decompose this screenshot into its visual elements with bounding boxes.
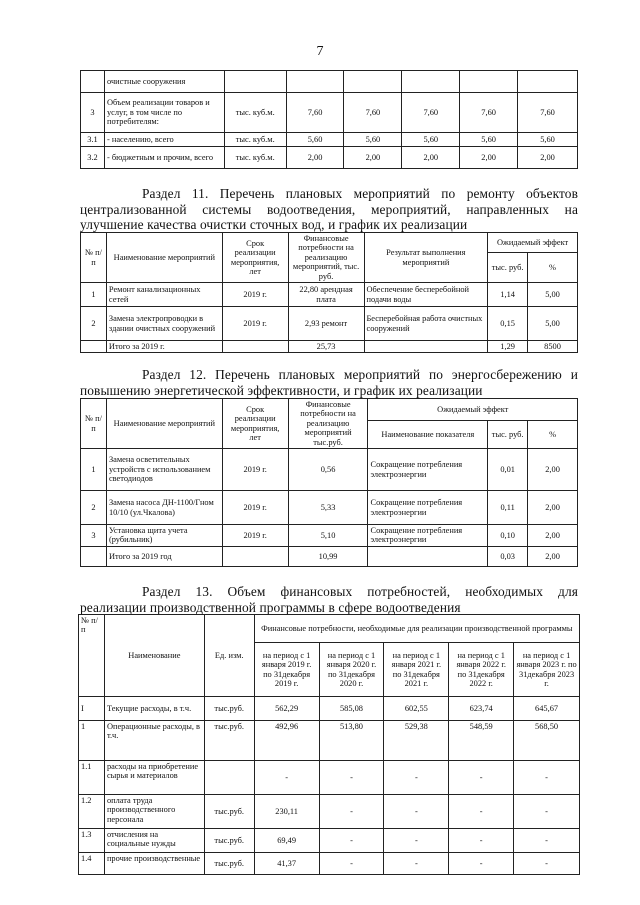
- table-row: 3.2 - бюджетным и прочим, всего тыс. куб.м. 2,00 2,00 2,00 2,00 2,00: [81, 147, 578, 169]
- table-row: 1 Ремонт канализационных сетей 2019 г. 22,80 арендная плата Обеспечение бесперебойной подачи воды 1,14 5,00: [81, 283, 578, 307]
- table-section-12: № п/п Наименование мероприятий Срок реализации мероприятия, лет Финансовые потребности на реализацию мероприятий тыс.руб. Ожидаемый эффект Наименование показателя тыс. руб. % 1 Замена осветительных устройств с использованием светодиодов 2019 г. 0,56 Сокращение потребления электроэнергии 0,01 2,00 2 Замена насоса ДН-1100/Гном 10/10 (ул.Чкалова) 2019 г. 5,33 Сокращение потребления электроэнергии 0,11 2,00 3 Установка щита учета (рубильник) 2019 г. 5,10 Сокращение потребления электроэнергии 0,10 2,00 Итого за 2019 год 10,99 0,03 2,00: [80, 398, 578, 567]
- table-row: очистные сооружения: [81, 71, 578, 93]
- table-row: 1.1 расходы на приобретение сырья и материалов - - - - -: [79, 761, 580, 795]
- table-section-11: № п/п Наименование мероприятий Срок реализации мероприятия, лет Финансовые потребности на реализацию мероприятий, тыс. руб. Результат выполнения мероприятий Ожидаемый эффект тыс. руб. % 1 Ремонт канализационных сетей 2019 г. 22,80 арендная плата Обеспечение бесперебойной подачи воды 1,14 5,00 2 Замена электропроводки в здании очистных сооружений 2019 г. 2,93 ремонт Бесперебойная работа очистных сооружений 0,15 5,00 Итого за 2019 г. 25,73 1,29 8500: [80, 232, 578, 353]
- table-row: 1.2 оплата труда производственного персонала тыс.руб. 230,11 - - - -: [79, 795, 580, 829]
- table-row: 2 Замена насоса ДН-1100/Гном 10/10 (ул.Чкалова) 2019 г. 5,33 Сокращение потребления электроэнергии 0,11 2,00: [81, 491, 578, 525]
- table-row: I Текущие расходы, в т.ч. тыс.руб. 562,29 585,08 602,55 623,74 645,67: [79, 697, 580, 721]
- table-section-13: № п/п Наименование Ед. изм. Финансовые потребности, необходимые для реализации производственной программы на период с 1 января 2019 г. по 31декабря 2019 г. на период с 1 января 2020 г. по 31декабря 2020 г. на период с 1 января 2021 г. по 31декабря 2021 г. на период с 1 января 2022 г. по 31декабря 2022 г. на период с 1 января 2023 г. по 31декабря 2023 г. I Текущие расходы, в т.ч. тыс.руб. 562,29 585,08 602,55 623,74 645,67 1 Операционные расходы, в т.ч. тыс.руб. 492,96 513,80 529,38 548,59 568,50 1.1 расходы на приобретение сырья и материалов - - - - - 1.2 оплата труда производственного персонала тыс.руб. 230,11 - - - - 1.3 отчисления на социальные нужды тыс.руб. 69,49 - - - - 1.4 прочие производственные тыс.руб. 41,37 - - - -: [78, 614, 580, 875]
- table-production-volumes: [80, 70, 578, 169]
- table-row: 1 Операционные расходы, в т.ч. тыс.руб. 492,96 513,80 529,38 548,59 568,50: [79, 721, 580, 761]
- table-row: 2 Замена электропроводки в здании очистных сооружений 2019 г. 2,93 ремонт Бесперебойная работа очистных сооружений 0,15 5,00: [81, 307, 578, 341]
- table-row: 3 Установка щита учета (рубильник) 2019 г. 5,10 Сокращение потребления электроэнергии 0,10 2,00: [81, 525, 578, 547]
- page-number: 7: [316, 44, 324, 59]
- table-row: 1.4 прочие производственные тыс.руб. 41,37 - - - -: [79, 853, 580, 875]
- table-row: 3.1 - населению, всего тыс. куб.м. 5,60 5,60 5,60 5,60 5,60: [81, 133, 578, 147]
- section-13-heading: Раздел 13. Объем финансовых потребностей, необходимых для реализации производственной программы в сфере водоотведения: [80, 584, 578, 615]
- table-total-row: Итого за 2019 год 10,99 0,03 2,00: [81, 546, 578, 566]
- table-row: 1 Замена осветительных устройств с использованием светодиодов 2019 г. 0,56 Сокращение потребления электроэнергии 0,01 2,00: [81, 449, 578, 491]
- table-row: 1.3 отчисления на социальные нужды тыс.руб. 69,49 - - - -: [79, 829, 580, 853]
- table-total-row: Итого за 2019 г. 25,73 1,29 8500: [81, 341, 578, 353]
- section-12-heading: Раздел 12. Перечень плановых мероприятий по энергосбережению и повышению энергетической эффективности, и график их реализации: [80, 367, 578, 398]
- table-row: 3 Объем реализации товаров и услуг, в том числе по потребителям: тыс. куб.м. 7,60 7,60 7,60 7,60 7,60: [81, 93, 578, 133]
- section-11-heading: Раздел 11. Перечень плановых мероприятий по ремонту объектов централизованной системы водоотведения, мероприятий, направленных на улучшение качества очистки сточных вод, и график их реализации: [80, 186, 578, 232]
